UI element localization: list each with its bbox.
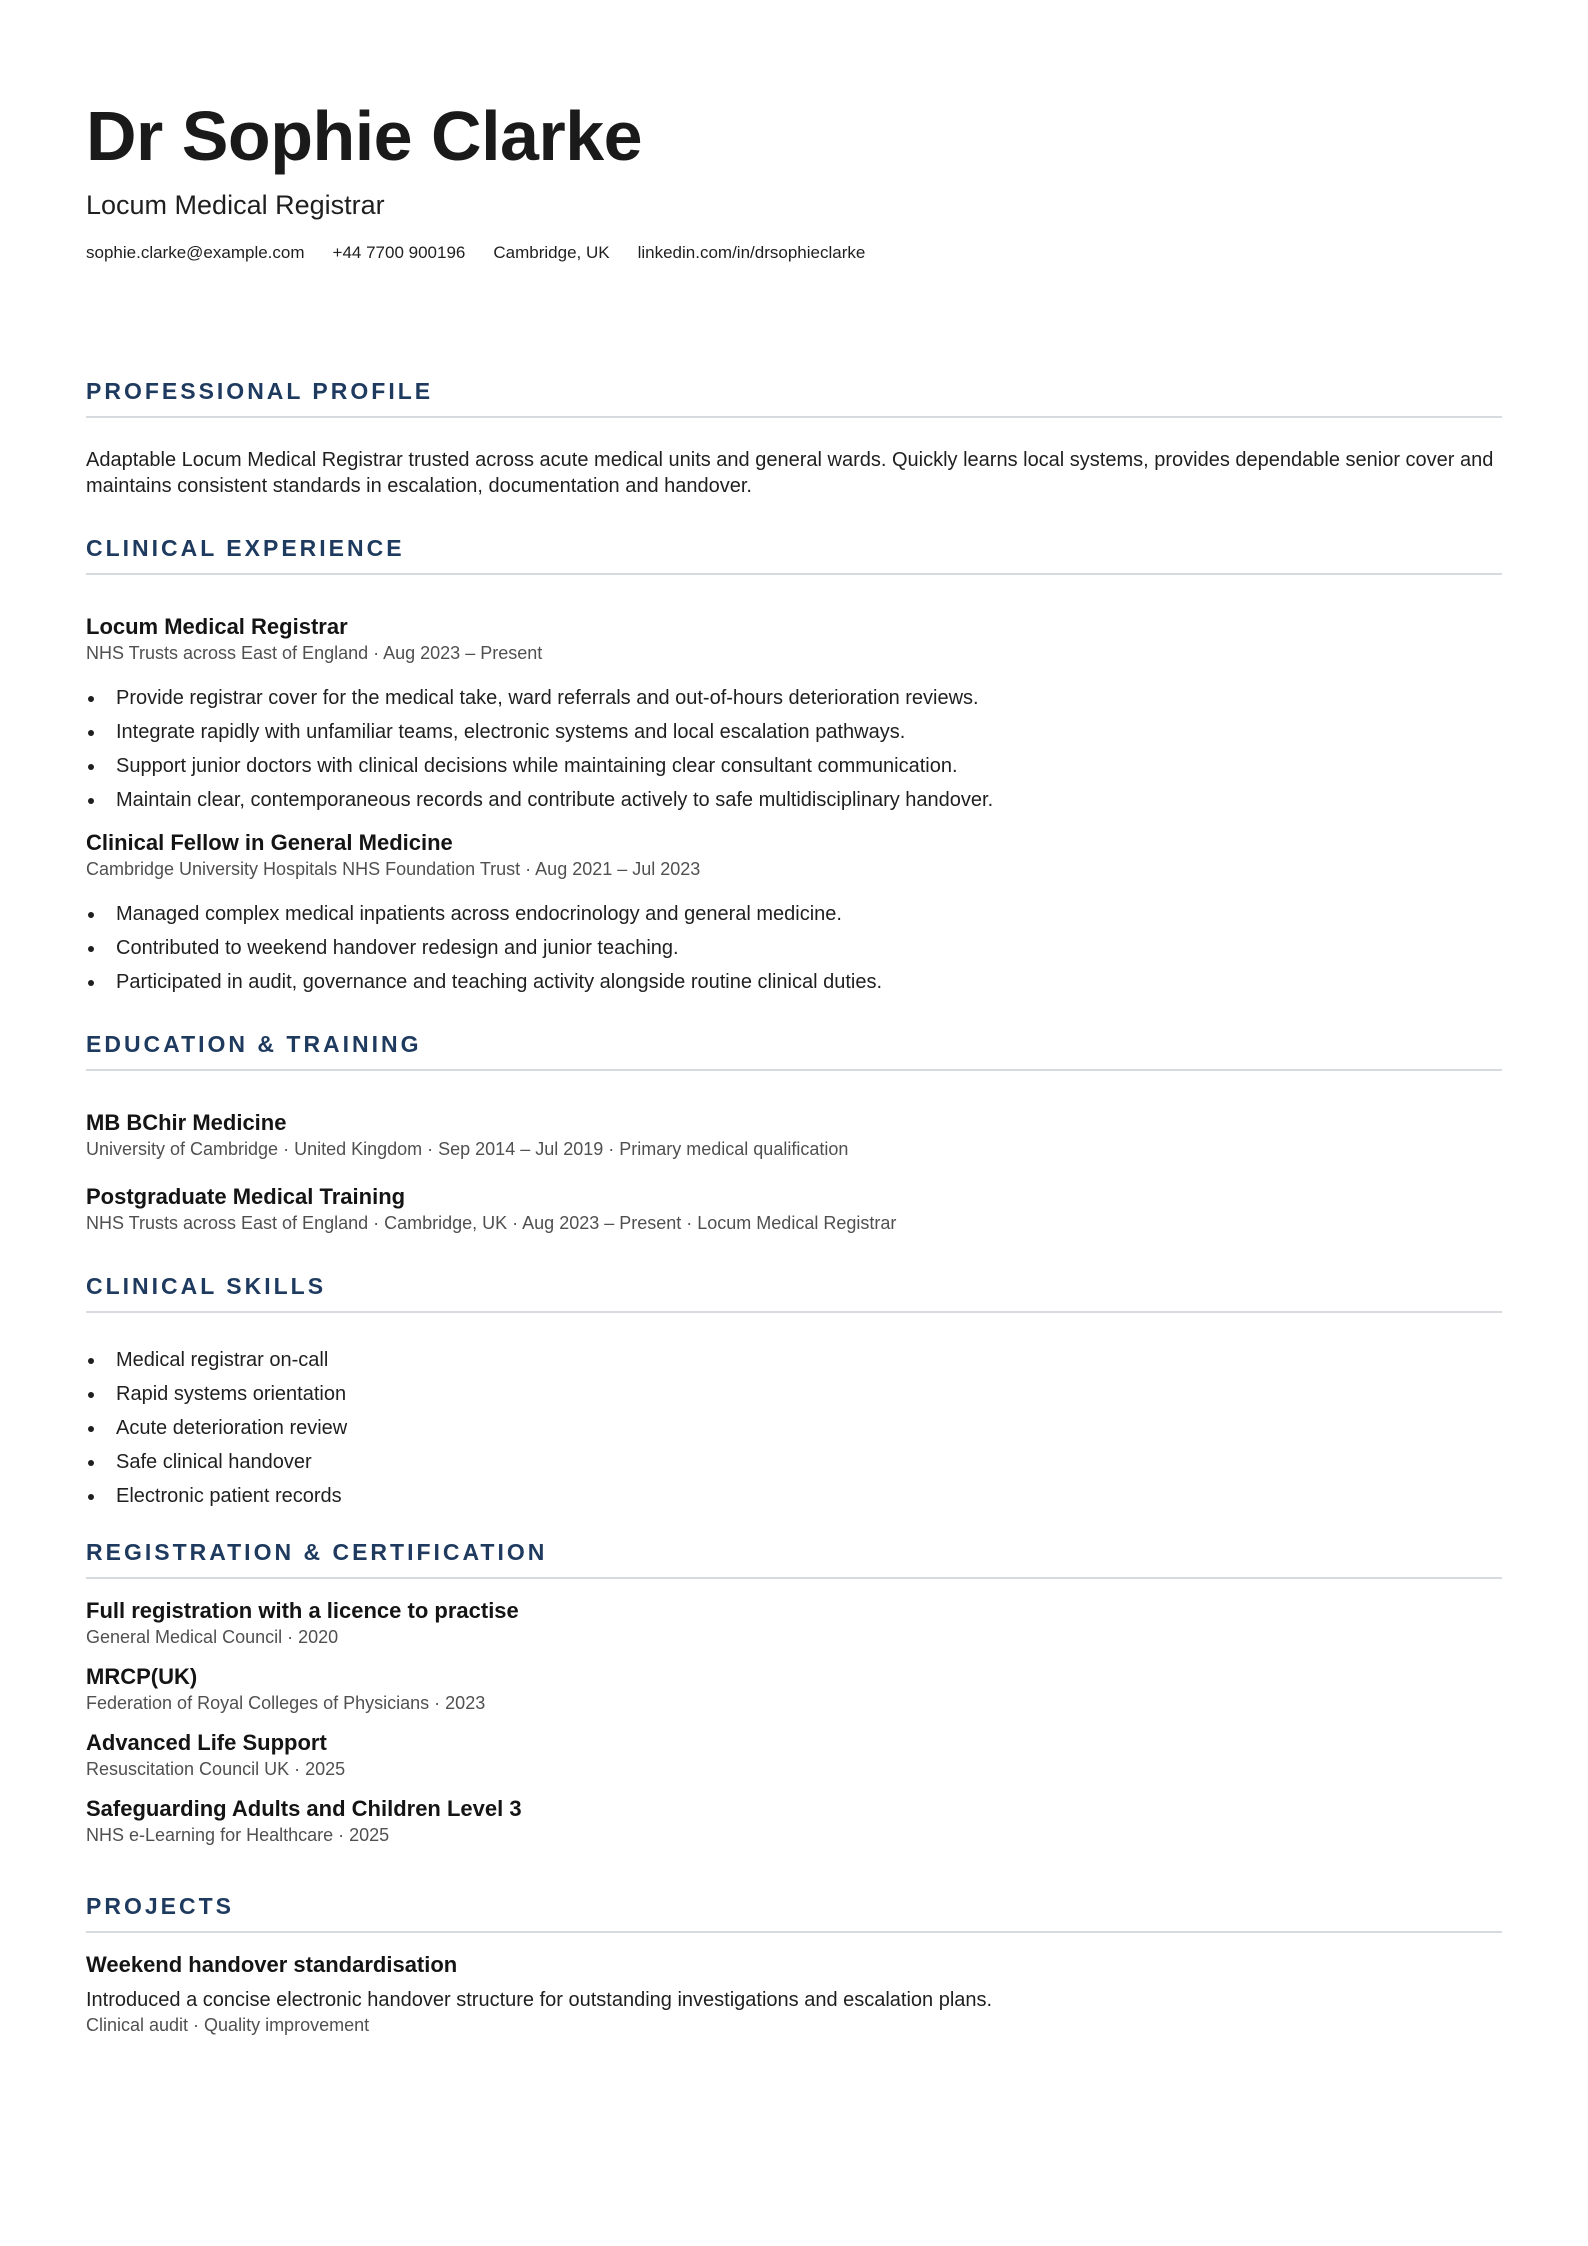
list-item: Integrate rapidly with unfamiliar teams, electronic systems and local escalation pathways. [86, 719, 1502, 745]
list-item: Provide registrar cover for the medical take, ward referrals and out-of-hours deterioration reviews. [86, 685, 1502, 711]
list-item: Support junior doctors with clinical decisions while maintaining clear consultant communication. [86, 753, 1502, 779]
resume-header [86, 96, 1502, 264]
list-item: Maintain clear, contemporaneous records and contribute actively to safe multidisciplinary handover. [86, 787, 1502, 813]
candidate-name: Dr Sophie Clarke [86, 97, 643, 175]
profile-text: Adaptable Locum Medical Registrar trusted across acute medical units and general wards. Quickly learns local systems, provides dependable senior cover and maintains consistent standards in escalation, documentation and handover. [86, 449, 1494, 497]
contact-location: Cambridge, UK [493, 243, 610, 262]
cert-subtitle: Resuscitation Council UK · 2025 [86, 1759, 346, 1779]
cert-entry [86, 1597, 1502, 1649]
list-item: Rapid systems orientation [86, 1381, 1502, 1407]
section-registration [86, 1537, 1502, 1847]
job-title: Locum Medical Registrar [86, 614, 348, 639]
list-item: Participated in audit, governance and teaching activity alongside routine clinical duties. [86, 969, 1502, 995]
list-item: Medical registrar on-call [86, 1347, 1502, 1373]
education-entry [86, 1109, 1502, 1161]
list-item: Electronic patient records [86, 1483, 1502, 1509]
cert-title: Full registration with a licence to practise [86, 1598, 519, 1623]
cert-title: MRCP(UK) [86, 1664, 198, 1689]
job-entry [86, 829, 1502, 995]
education-title: MB BChir Medicine [86, 1110, 287, 1135]
cert-title: Advanced Life Support [86, 1730, 327, 1755]
job-title: Clinical Fellow in General Medicine [86, 830, 453, 855]
section-education [86, 1029, 1502, 1235]
list-item: Safe clinical handover [86, 1449, 1502, 1475]
section-title-skills: CLINICAL SKILLS [86, 1271, 1502, 1313]
project-tags: Clinical audit · Quality improvement [86, 2015, 370, 2035]
section-title-profile: PROFESSIONAL PROFILE [86, 376, 1502, 418]
section-profile [86, 376, 1502, 499]
job-subtitle: NHS Trusts across East of England · Aug 2023 – Present [86, 643, 543, 663]
section-title-education: EDUCATION & TRAINING [86, 1029, 1502, 1071]
project-entry [86, 1951, 1502, 2037]
education-subtitle: University of Cambridge · United Kingdom · Sep 2014 – Jul 2019 · Primary medical qualification [86, 1139, 849, 1159]
contact-phone: +44 7700 900196 [332, 243, 466, 262]
section-title-registration: REGISTRATION & CERTIFICATION [86, 1537, 1502, 1579]
job-subtitle: Cambridge University Hospitals NHS Foundation Trust · Aug 2021 – Jul 2023 [86, 859, 701, 879]
job-bullets [86, 685, 1502, 813]
cert-entry [86, 1795, 1502, 1847]
education-title: Postgraduate Medical Training [86, 1184, 406, 1209]
cert-subtitle: General Medical Council · 2020 [86, 1627, 339, 1647]
section-title-projects: PROJECTS [86, 1891, 1502, 1933]
skills-list [86, 1347, 1502, 1509]
list-item: Managed complex medical inpatients across endocrinology and general medicine. [86, 901, 1502, 927]
list-item: Acute deterioration review [86, 1415, 1502, 1441]
job-entry [86, 613, 1502, 813]
cert-entry [86, 1729, 1502, 1781]
job-bullets [86, 901, 1502, 995]
project-description: Introduced a concise electronic handover structure for outstanding investigations and escalation plans. [86, 1989, 993, 2011]
project-title: Weekend handover standardisation [86, 1952, 458, 1977]
list-item: Contributed to weekend handover redesign and junior teaching. [86, 935, 1502, 961]
education-entry [86, 1183, 1502, 1235]
contact-line [86, 242, 1502, 264]
cert-subtitle: NHS e-Learning for Healthcare · 2025 [86, 1825, 390, 1845]
contact-email: sophie.clarke@example.com [86, 243, 305, 262]
candidate-role: Locum Medical Registrar [86, 190, 385, 220]
cert-title: Safeguarding Adults and Children Level 3 [86, 1796, 522, 1821]
section-projects [86, 1891, 1502, 2037]
cert-subtitle: Federation of Royal Colleges of Physicians · 2023 [86, 1693, 486, 1713]
section-experience [86, 533, 1502, 995]
cert-entry [86, 1663, 1502, 1715]
contact-linkedin: linkedin.com/in/drsophieclarke [637, 243, 866, 262]
education-subtitle: NHS Trusts across East of England · Cambridge, UK · Aug 2023 – Present · Locum Medical Registrar [86, 1213, 897, 1233]
section-title-experience: CLINICAL EXPERIENCE [86, 533, 1502, 575]
section-skills [86, 1271, 1502, 1509]
